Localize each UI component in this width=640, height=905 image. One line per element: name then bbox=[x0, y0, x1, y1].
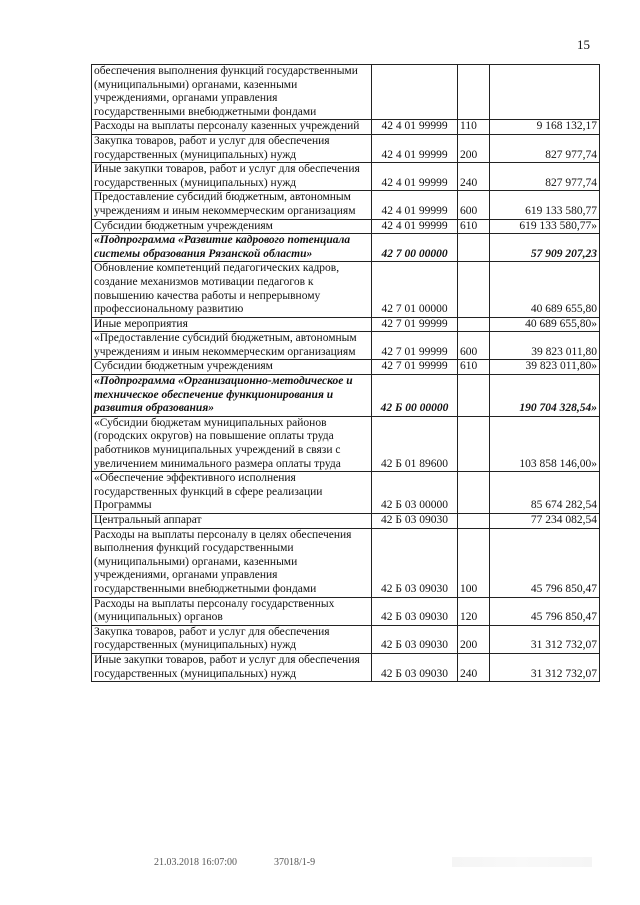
row-sum: 39 823 011,80 bbox=[490, 332, 600, 360]
row-vr bbox=[458, 65, 490, 120]
row-vr bbox=[458, 317, 490, 332]
table-row bbox=[92, 375, 600, 417]
row-code: 42 7 00 00000 bbox=[372, 234, 458, 262]
table-row bbox=[92, 653, 600, 681]
row-sum: 190 704 328,54» bbox=[490, 375, 600, 417]
row-vr: 120 bbox=[458, 597, 490, 625]
row-sum: 103 858 146,00» bbox=[490, 416, 600, 471]
row-vr bbox=[458, 375, 490, 417]
row-vr: 200 bbox=[458, 625, 490, 653]
row-name: «Субсидии бюджетам муниципальных районов (городских округов) на повышение оплаты труда работников муниципальных учреждений в связи с увеличением минимального размера оплаты труда bbox=[92, 416, 372, 471]
row-sum: 40 689 655,80» bbox=[490, 317, 600, 332]
row-name: Субсидии бюджетным учреждениям bbox=[92, 360, 372, 375]
row-name: обеспечения выполнения функций государственными (муниципальными) органами, казенными учреждениями, органами управления государственными внебюджетными фондами bbox=[92, 65, 372, 120]
faded-stamp bbox=[452, 857, 592, 867]
table-row bbox=[92, 120, 600, 135]
row-name: «Предоставление субсидий бюджетным, автономным учреждениям и иным некоммерческим организациям bbox=[92, 332, 372, 360]
row-name: Расходы на выплаты персоналу государственных (муниципальных) органов bbox=[92, 597, 372, 625]
row-code: 42 Б 00 00000 bbox=[372, 375, 458, 417]
table-row bbox=[92, 317, 600, 332]
row-sum: 619 133 580,77» bbox=[490, 219, 600, 234]
table-row bbox=[92, 597, 600, 625]
table-row bbox=[92, 332, 600, 360]
row-code: 42 4 01 99999 bbox=[372, 219, 458, 234]
row-sum: 85 674 282,54 bbox=[490, 472, 600, 514]
table-row bbox=[92, 416, 600, 471]
row-name: Иные мероприятия bbox=[92, 317, 372, 332]
row-sum: 31 312 732,07 bbox=[490, 625, 600, 653]
table-row bbox=[92, 219, 600, 234]
row-code: 42 Б 03 09030 bbox=[372, 597, 458, 625]
row-vr bbox=[458, 514, 490, 529]
row-code: 42 4 01 99999 bbox=[372, 120, 458, 135]
row-vr: 240 bbox=[458, 163, 490, 191]
table-row bbox=[92, 65, 600, 120]
table-row bbox=[92, 134, 600, 162]
row-code: 42 4 01 99999 bbox=[372, 191, 458, 219]
row-name: Иные закупки товаров, работ и услуг для обеспечения государственных (муниципальных) нужд bbox=[92, 163, 372, 191]
row-name: Центральный аппарат bbox=[92, 514, 372, 529]
table-row bbox=[92, 262, 600, 317]
row-vr: 600 bbox=[458, 332, 490, 360]
row-vr bbox=[458, 416, 490, 471]
row-code: 42 7 01 99999 bbox=[372, 332, 458, 360]
row-code: 42 Б 03 09030 bbox=[372, 625, 458, 653]
row-code: 42 7 01 99999 bbox=[372, 317, 458, 332]
row-sum: 77 234 082,54 bbox=[490, 514, 600, 529]
table-row bbox=[92, 472, 600, 514]
row-sum: 40 689 655,80 bbox=[490, 262, 600, 317]
row-vr: 240 bbox=[458, 653, 490, 681]
row-code bbox=[372, 65, 458, 120]
row-name: Расходы на выплаты персоналу в целях обеспечения выполнения функций государственными (муниципальными) органами, казенными учреждениями, органами управления государственными внебюджетными фондами bbox=[92, 528, 372, 597]
table-row bbox=[92, 625, 600, 653]
row-name: Предоставление субсидий бюджетным, автономным учреждениям и иным некоммерческим организациям bbox=[92, 191, 372, 219]
table-row bbox=[92, 163, 600, 191]
table-row bbox=[92, 514, 600, 529]
row-sum: 827 977,74 bbox=[490, 134, 600, 162]
row-vr: 100 bbox=[458, 528, 490, 597]
row-sum: 57 909 207,23 bbox=[490, 234, 600, 262]
table-row bbox=[92, 191, 600, 219]
row-sum: 31 312 732,07 bbox=[490, 653, 600, 681]
row-sum: 619 133 580,77 bbox=[490, 191, 600, 219]
page-number: 15 bbox=[577, 37, 590, 52]
row-vr bbox=[458, 234, 490, 262]
row-sum: 827 977,74 bbox=[490, 163, 600, 191]
table-row bbox=[92, 234, 600, 262]
row-code: 42 Б 03 09030 bbox=[372, 514, 458, 529]
row-vr: 110 bbox=[458, 120, 490, 135]
row-vr: 610 bbox=[458, 360, 490, 375]
row-vr: 600 bbox=[458, 191, 490, 219]
row-code: 42 7 01 99999 bbox=[372, 360, 458, 375]
row-name: Субсидии бюджетным учреждениям bbox=[92, 219, 372, 234]
row-sum: 39 823 011,80» bbox=[490, 360, 600, 375]
row-name: Расходы на выплаты персоналу казенных учреждений bbox=[92, 120, 372, 135]
row-code: 42 4 01 99999 bbox=[372, 134, 458, 162]
row-code: 42 7 01 00000 bbox=[372, 262, 458, 317]
row-name: «Подпрограмма «Развитие кадрового потенциала системы образования Рязанской области» bbox=[92, 234, 372, 262]
row-sum: 45 796 850,47 bbox=[490, 528, 600, 597]
row-code: 42 Б 03 00000 bbox=[372, 472, 458, 514]
row-sum bbox=[490, 65, 600, 120]
row-vr bbox=[458, 472, 490, 514]
row-name: Закупка товаров, работ и услуг для обеспечения государственных (муниципальных) нужд bbox=[92, 625, 372, 653]
row-name: Иные закупки товаров, работ и услуг для обеспечения государственных (муниципальных) нужд bbox=[92, 653, 372, 681]
table-row bbox=[92, 360, 600, 375]
row-name: Закупка товаров, работ и услуг для обеспечения государственных (муниципальных) нужд bbox=[92, 134, 372, 162]
budget-table bbox=[91, 64, 600, 682]
row-vr: 200 bbox=[458, 134, 490, 162]
table-row bbox=[92, 528, 600, 597]
row-code: 42 Б 01 89600 bbox=[372, 416, 458, 471]
row-vr bbox=[458, 262, 490, 317]
row-name: «Обеспечение эффективного исполнения государственных функций в сфере реализации Программы bbox=[92, 472, 372, 514]
footer-datetime: 21.03.2018 16:07:00 bbox=[154, 857, 238, 868]
row-sum: 45 796 850,47 bbox=[490, 597, 600, 625]
row-name: «Подпрограмма «Организационно-методическое и техническое обеспечение функционирования и развития образования» bbox=[92, 375, 372, 417]
row-vr: 610 bbox=[458, 219, 490, 234]
footer-document-id: 37018/1-9 bbox=[274, 857, 316, 868]
row-code: 42 Б 03 09030 bbox=[372, 653, 458, 681]
row-name: Обновление компетенций педагогических кадров, создание механизмов мотивации педагогов к повышению качества работы и непрерывному профессиональному развитию bbox=[92, 262, 372, 317]
row-code: 42 Б 03 09030 bbox=[372, 528, 458, 597]
budget-table-body bbox=[92, 65, 600, 682]
row-sum: 9 168 132,17 bbox=[490, 120, 600, 135]
row-code: 42 4 01 99999 bbox=[372, 163, 458, 191]
